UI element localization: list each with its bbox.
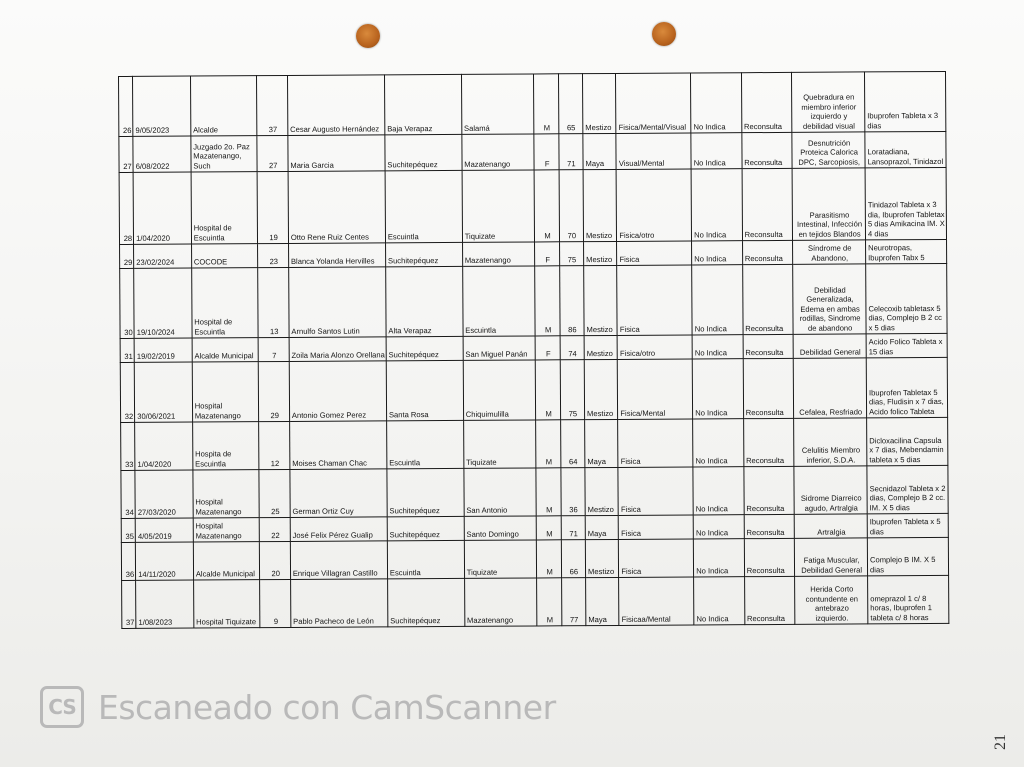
cell-date: 9/05/2023: [133, 76, 191, 136]
cell-diagnosis: Debilidad Generalizada, Edema en ambas rodillas, Sindrome de abandono: [793, 264, 866, 334]
cell-ethnicity: Mestizo: [582, 73, 616, 133]
cell-patient-name: Maria Garcia: [288, 135, 385, 172]
cell-age: 66: [561, 540, 585, 578]
cell-ethnicity: Mestizo: [584, 335, 618, 359]
cell-row-number: 32: [120, 362, 135, 422]
table-row: [120, 357, 947, 422]
cell-department: Escuintla: [386, 420, 463, 468]
cell-disability-type: Visual/Mental: [616, 133, 691, 169]
cell-consult-type: Reconsulta: [743, 418, 794, 466]
table-row: [119, 71, 946, 136]
cell-disability-type: Fisica: [619, 539, 694, 577]
cell-age: 71: [561, 516, 585, 540]
cell-consult-type: Reconsulta: [742, 132, 793, 168]
cell-patient-name: Zoila Maria Alonzo Orellana: [289, 337, 386, 362]
cell-age: 75: [559, 242, 583, 266]
table-row: [120, 263, 947, 338]
cell-ethnicity: Maya: [585, 419, 619, 467]
table-row: [121, 465, 948, 518]
cell-code: 9: [260, 579, 291, 627]
cell-municipality: Mazatenango: [462, 134, 535, 170]
table-row: [121, 537, 948, 580]
cell-diagnosis: Quebradura en miembro inferior izquierdo y debilidad visual: [792, 72, 865, 132]
cell-patient-name: Enrique Villagran Castillo: [290, 541, 387, 580]
cell-consult-type: Reconsulta: [742, 168, 793, 240]
cell-patient-name: Otto Rene Ruiz Centes: [288, 171, 385, 244]
cell-municipality: Tiquizate: [464, 540, 537, 578]
cell-municipality: Mazatenango: [462, 242, 535, 266]
records-table: [118, 71, 949, 629]
cell-age: 36: [561, 468, 586, 516]
cell-municipality: Salamá: [461, 74, 534, 134]
cell-ethnicity: Mestizo: [584, 265, 618, 335]
cell-indication: No Indica: [692, 241, 743, 265]
cell-code: 20: [260, 541, 291, 579]
cell-date: 19/10/2024: [134, 268, 192, 338]
cell-ethnicity: Mestizo: [585, 467, 619, 515]
cell-sex: M: [535, 266, 560, 336]
cell-sex: M: [536, 420, 561, 468]
cell-ethnicity: Maya: [586, 577, 620, 625]
cell-department: Suchitepéquez: [385, 242, 462, 266]
cell-date: 23/02/2024: [134, 244, 192, 268]
cell-municipality: Mazatenango: [464, 578, 537, 626]
cell-age: 86: [559, 266, 584, 336]
cell-department: Alta Verapaz: [386, 266, 463, 336]
cell-consult-type: Reconsulta: [743, 334, 794, 358]
cell-municipality: Escuintla: [462, 266, 535, 336]
cell-diagnosis: Artralgia: [794, 514, 867, 538]
cell-disability-type: Fisica/otro: [616, 169, 691, 241]
cell-ethnicity: Mestizo: [583, 169, 617, 241]
cell-disability-type: Fisica: [617, 265, 692, 335]
cell-date: 27/03/2020: [135, 470, 193, 518]
cell-age: 65: [558, 74, 583, 134]
cell-disability-type: Fisica: [617, 241, 692, 265]
cell-disability-type: Fisica/Mental: [618, 359, 693, 419]
cell-row-number: 35: [121, 518, 135, 542]
cell-consult-type: Reconsulta: [744, 538, 795, 576]
cell-department: Escuintla: [385, 170, 462, 242]
cell-sex: M: [534, 74, 559, 134]
cell-sex: M: [537, 540, 561, 578]
table-row: [121, 417, 948, 470]
cell-referral-source: Hospital Mazatenango: [192, 362, 259, 422]
cell-department: Suchitepéquez: [385, 134, 462, 170]
cell-code: 37: [257, 75, 288, 135]
cell-sex: F: [536, 336, 560, 360]
cell-treatment: Secnidazol Tableta x 2 dias, Complejo B 2 cc. IM. X 5 dias: [867, 465, 948, 513]
cell-sex: M: [536, 468, 561, 516]
cell-referral-source: COCODE: [191, 244, 258, 268]
cell-indication: No Indica: [693, 515, 744, 539]
cell-referral-source: Alcalde Municipal: [193, 542, 260, 580]
cell-diagnosis: Sidrome Diarreico agudo, Artralgia: [794, 466, 867, 514]
cell-date: 4/05/2019: [135, 518, 193, 542]
cell-municipality: Tiquizate: [463, 420, 536, 468]
cell-age: 70: [559, 170, 584, 242]
cell-patient-name: Moises Chaman Chac: [289, 421, 386, 470]
cell-disability-type: Fisica: [618, 467, 693, 515]
cell-code: 19: [258, 171, 289, 243]
cell-consult-type: Reconsulta: [743, 358, 794, 418]
cell-patient-name: Pablo Pacheco de León: [290, 579, 387, 628]
cell-row-number: 34: [121, 470, 135, 518]
records-table-body: [119, 71, 949, 628]
table-row: [122, 575, 949, 628]
cell-referral-source: Hospita de Escuintla: [192, 422, 259, 470]
cell-treatment: Celecoxib tabletasx 5 dias, Complejo B 2 cc x 5 dias: [866, 263, 947, 333]
cell-row-number: 29: [120, 244, 134, 268]
cell-treatment: Acido Folico Tableta x 15 dias: [866, 333, 947, 357]
cell-patient-name: Arnulfo Santos Lutin: [288, 267, 385, 338]
cell-treatment: Complejo B IM. X 5 dias: [867, 537, 948, 575]
cell-consult-type: Reconsulta: [744, 466, 795, 514]
cell-diagnosis: Debilidad General: [793, 334, 866, 358]
cell-patient-name: Blanca Yolanda Hervilles: [288, 243, 385, 268]
cell-date: 30/06/2021: [134, 362, 192, 422]
cell-age: 77: [561, 578, 586, 626]
cell-referral-source: Juzgado 2o. Paz Mazatenango, Such: [191, 136, 258, 172]
cell-date: 1/08/2023: [136, 580, 194, 628]
cell-municipality: Santo Domingo: [464, 516, 537, 540]
cell-department: Suchitepéquez: [387, 468, 464, 516]
cell-treatment: Ibuprofen Tableta x 3 dias: [865, 71, 946, 131]
cell-sex: F: [534, 134, 558, 170]
cell-disability-type: Fisica: [618, 419, 693, 467]
cell-sex: F: [535, 242, 559, 266]
cell-disability-type: Fisica: [619, 515, 694, 539]
cell-diagnosis: Desnutrición Proteica Calorica DPC, Sarcopiosis,: [792, 132, 865, 168]
cell-ethnicity: Mestizo: [583, 241, 617, 265]
cell-date: 1/04/2020: [133, 172, 191, 244]
cell-indication: No Indica: [693, 419, 744, 467]
cell-date: 19/02/2019: [134, 338, 192, 362]
cell-ethnicity: Maya: [585, 515, 619, 539]
cell-row-number: 26: [119, 76, 134, 136]
cell-indication: No Indica: [691, 169, 742, 241]
cell-row-number: 30: [120, 268, 135, 338]
cell-department: Escuintla: [387, 540, 464, 578]
cell-row-number: 31: [120, 338, 134, 362]
cell-indication: No Indica: [693, 539, 744, 577]
cell-patient-name: Cesar Augusto Hernández: [287, 75, 384, 136]
cell-consult-type: Reconsulta: [741, 72, 792, 132]
cell-ethnicity: Mestizo: [585, 539, 619, 577]
cell-referral-source: Hospital Mazatenango: [193, 470, 260, 518]
cell-code: 27: [257, 135, 288, 171]
cell-row-number: 28: [119, 172, 134, 244]
camscanner-text: Escaneado con CamScanner: [98, 687, 556, 727]
punch-hole: [356, 24, 380, 48]
table-row: [119, 167, 946, 244]
cell-diagnosis: Celulitis Miembro inferior, S.D.A.: [794, 418, 867, 466]
cell-department: Suchitepéquez: [387, 578, 464, 626]
page-number: 21: [992, 734, 1009, 750]
cell-referral-source: Alcalde Municipal: [192, 338, 259, 362]
cell-indication: No Indica: [692, 335, 743, 359]
cell-code: 13: [258, 267, 289, 337]
cell-sex: M: [537, 578, 562, 626]
cell-patient-name: German Ortiz Cuy: [290, 469, 387, 518]
cell-referral-source: Alcalde: [190, 76, 257, 136]
cell-row-number: 37: [122, 580, 136, 628]
cell-indication: No Indica: [691, 73, 742, 133]
cell-sex: M: [536, 360, 561, 420]
cell-consult-type: Reconsulta: [744, 576, 795, 624]
cell-referral-source: Hospital de Escuintla: [191, 172, 258, 244]
cell-ethnicity: Maya: [583, 133, 617, 169]
cell-age: 71: [559, 134, 583, 170]
cell-consult-type: Reconsulta: [742, 240, 793, 264]
cell-municipality: Chiquimulilla: [463, 360, 536, 420]
cell-code: 23: [258, 243, 288, 267]
cell-date: 1/04/2020: [135, 422, 193, 470]
cell-consult-type: Reconsulta: [742, 264, 793, 334]
cell-sex: M: [535, 170, 560, 242]
cell-sex: M: [537, 516, 561, 540]
cell-age: 74: [560, 336, 584, 360]
cell-indication: No Indica: [691, 133, 742, 169]
cell-indication: No Indica: [692, 265, 743, 335]
cell-indication: No Indica: [693, 467, 744, 515]
cell-diagnosis: Fatiga Muscular, Debilidad General: [795, 538, 868, 576]
cell-treatment: Loratadiana, Lansoprazol, Tinidazol: [865, 131, 946, 167]
cell-row-number: 33: [121, 422, 135, 470]
cell-treatment: Ibuprofen Tableta x 5 dias: [867, 513, 948, 537]
cell-date: 6/08/2022: [133, 136, 191, 172]
cell-referral-source: Hospital Tiquizate: [193, 580, 260, 628]
cell-indication: No Indica: [692, 359, 743, 419]
cell-department: Suchitepéquez: [386, 336, 463, 360]
cell-department: Baja Verapaz: [384, 74, 461, 134]
cell-date: 14/11/2020: [135, 542, 193, 580]
cell-treatment: omeprazol 1 c/ 8 horas, Ibuprofen 1 tableta c/ 8 horas: [868, 575, 949, 623]
cell-treatment: Ibuprofen Tabletax 5 dias, Fludisin x 7 dias, Acido folico Tableta: [866, 357, 947, 417]
table-row: [119, 131, 946, 172]
cell-diagnosis: Síndrome de Abandono,: [793, 240, 866, 264]
cell-department: Santa Rosa: [386, 360, 463, 420]
camscanner-logo-icon: CS: [40, 686, 84, 728]
cell-municipality: San Antonio: [464, 468, 537, 516]
cell-diagnosis: Parasitismo Intestinal, Infección en tejidos Blandos: [792, 168, 865, 240]
camscanner-watermark: [40, 686, 556, 728]
cell-treatment: Neurotropas, Ibuprofen Tabx 5: [866, 239, 947, 263]
cell-code: 7: [259, 337, 289, 361]
cell-disability-type: Fisicaa/Mental: [619, 577, 694, 625]
cell-municipality: Tiquizate: [462, 170, 535, 242]
cell-age: 64: [560, 420, 585, 468]
cell-municipality: San Miguel Panán: [463, 336, 536, 360]
cell-disability-type: Fisica/Mental/Visual: [616, 73, 691, 133]
cell-department: Suchitepéquez: [387, 516, 464, 540]
cell-diagnosis: Herida Corto contundente en antebrazo izquierdo.: [795, 576, 868, 624]
cell-treatment: Tinidazol Tableta x 3 dia, Ibuprofen Tabletax 5 dias Amikacina IM. X 4 dias: [865, 167, 946, 239]
cell-referral-source: Hospital Mazatenango: [193, 518, 260, 542]
cell-referral-source: Hospital de Escuintla: [191, 268, 258, 338]
cell-consult-type: Reconsulta: [744, 514, 795, 538]
cell-code: 22: [260, 517, 290, 541]
cell-age: 75: [560, 360, 585, 420]
cell-ethnicity: Mestizo: [584, 359, 618, 419]
cell-treatment: Dicloxacilina Capsula x 7 dias, Mebendamin tableta x 5 dias: [867, 417, 948, 465]
cell-code: 29: [259, 361, 290, 421]
cell-patient-name: José Felix Pérez Gualip: [290, 517, 387, 542]
punch-hole: [652, 22, 676, 46]
cell-indication: No Indica: [694, 577, 745, 625]
cell-diagnosis: Cefalea, Resfriado: [793, 358, 866, 418]
cell-row-number: 27: [119, 136, 133, 172]
cell-disability-type: Fisica/otro: [617, 335, 692, 359]
cell-code: 25: [259, 469, 290, 517]
cell-patient-name: Antonio Gomez Perez: [289, 361, 386, 422]
cell-row-number: 36: [121, 542, 135, 580]
cell-code: 12: [259, 421, 290, 469]
